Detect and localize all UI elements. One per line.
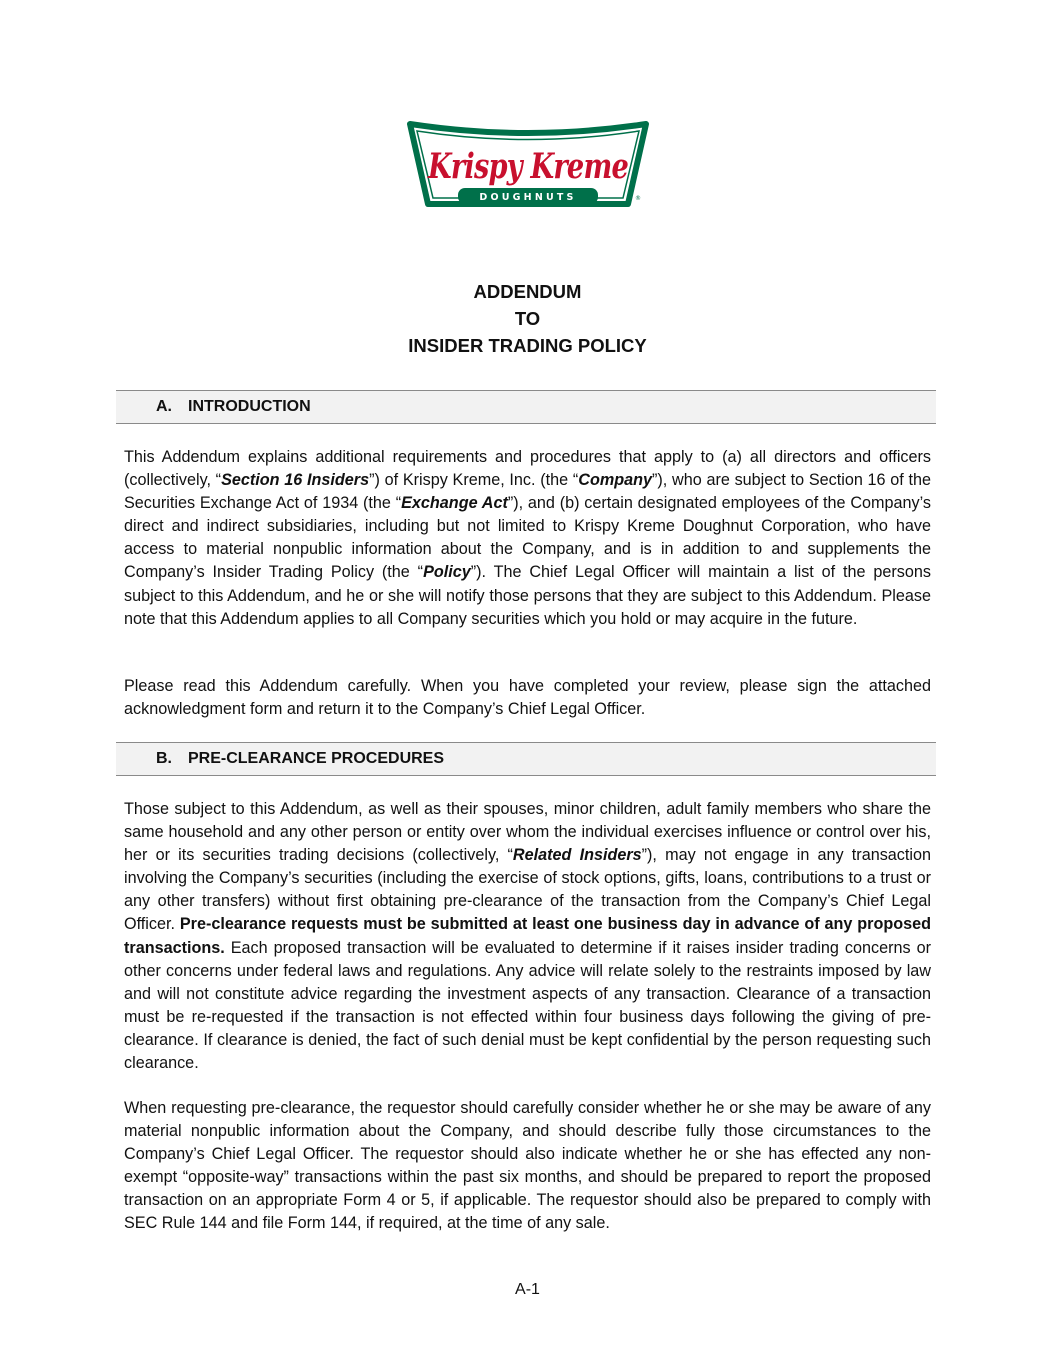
defined-term: Related Insiders <box>512 846 642 865</box>
defined-term: Company <box>578 471 653 490</box>
section-a-letter: A. <box>156 398 172 415</box>
section-b-paragraph-2: When requesting pre-clearance, the requestor should carefully consider whether he or she may be aware of any material nonpublic information about the Company, and should describe fully those circumstances to the Company’s Chief Legal Officer. The requestor should also indicate whether he or she has effected any non-exempt “opposite-way” transactions within the past six months, and should be prepared to report the proposed transaction on an appropriate Form 4 or 5, if applicable. The requestor should also be prepared to comply with SEC Rule 144 and file Form 144, if required, at the time of any sale. <box>124 1099 931 1233</box>
section-b-paragraph-1: Those subject to this Addendum, as well as their spouses, minor children, adult family members who share the same household and any other person or entity over whom the individual exercises influence or control over his, her or its securities trading decisions (collectively, “Related Insiders”), may not engage in any transaction involving the Company’s securities (including the exercise of stock options, gifts, loans, contributions to a trust or any other transfers) without first obtaining pre-clearance of the transaction from the Company’s Chief Legal Officer. Pre-clearance requests must be submitted at least one business day in advance of any proposed transactions. Each proposed transaction will be evaluated to determine if it raises insider trading concerns or other concerns under federal laws and regulations. Any advice will relate solely to the restraints imposed by law and will not constitute advice regarding the investment aspects of any transaction. Clearance of a transaction must be re-requested if the transaction is not effected within four business days following the giving of pre-clearance. If clearance is denied, the fact of such denial must be kept confidential by the person requesting such clearance. <box>124 800 932 1073</box>
defined-term: Policy <box>423 563 471 582</box>
section-b-letter: B. <box>156 750 172 767</box>
logo-tagline: DOUGHNUTS <box>479 192 577 203</box>
section-a-paragraph-1: This Addendum explains additional requirements and procedures that apply to (a) all directors and officers (collectively, “Section 16 Insiders”) of Krispy Kreme, Inc. (the “Company”), who are subject to Section 16 of the Securities Exchange Act of 1934 (the “Exchange Act”), and (b) certain designated employees of the Company’s direct and indirect subsidiaries, including but not limited to Krispy Kreme Doughnut Corporation, who have access to material nonpublic information about the Company, and is in addition to and supplements the Company’s Insider Trading Policy (the “Policy”). The Chief Legal Officer will maintain a list of the persons subject to this Addendum, and he or she will notify those persons that they are subject to this Addendum. Please note that this Addendum applies to all Company securities which you hold or may acquire in the future. <box>124 448 932 628</box>
section-b-header <box>116 742 936 776</box>
svg-text:®: ® <box>635 195 641 202</box>
title-line-2: TO <box>514 308 541 329</box>
section-a-heading: INTRODUCTION <box>188 398 311 415</box>
page-number: A-1 <box>515 1281 540 1298</box>
title-line-3: INSIDER TRADING POLICY <box>408 335 647 356</box>
section-a-paragraph-2: Please read this Addendum carefully. When you have completed your review, please sign the attached acknowledgment form and return it to the Company’s Chief Legal Officer. <box>124 677 931 719</box>
title-line-1: ADDENDUM <box>473 281 582 302</box>
defined-term: Section 16 Insiders <box>221 471 370 490</box>
section-a-header <box>116 390 936 424</box>
logo-wordmark: Krispy Kreme <box>427 146 628 187</box>
section-b-heading: PRE-CLEARANCE PROCEDURES <box>188 750 445 767</box>
krispy-kreme-logo <box>406 120 650 212</box>
defined-term: Exchange Act <box>401 494 508 513</box>
pre-clearance-requirement: Pre-clearance requests must be submitted at least one business day in advance of any proposed transactions. <box>124 915 932 957</box>
